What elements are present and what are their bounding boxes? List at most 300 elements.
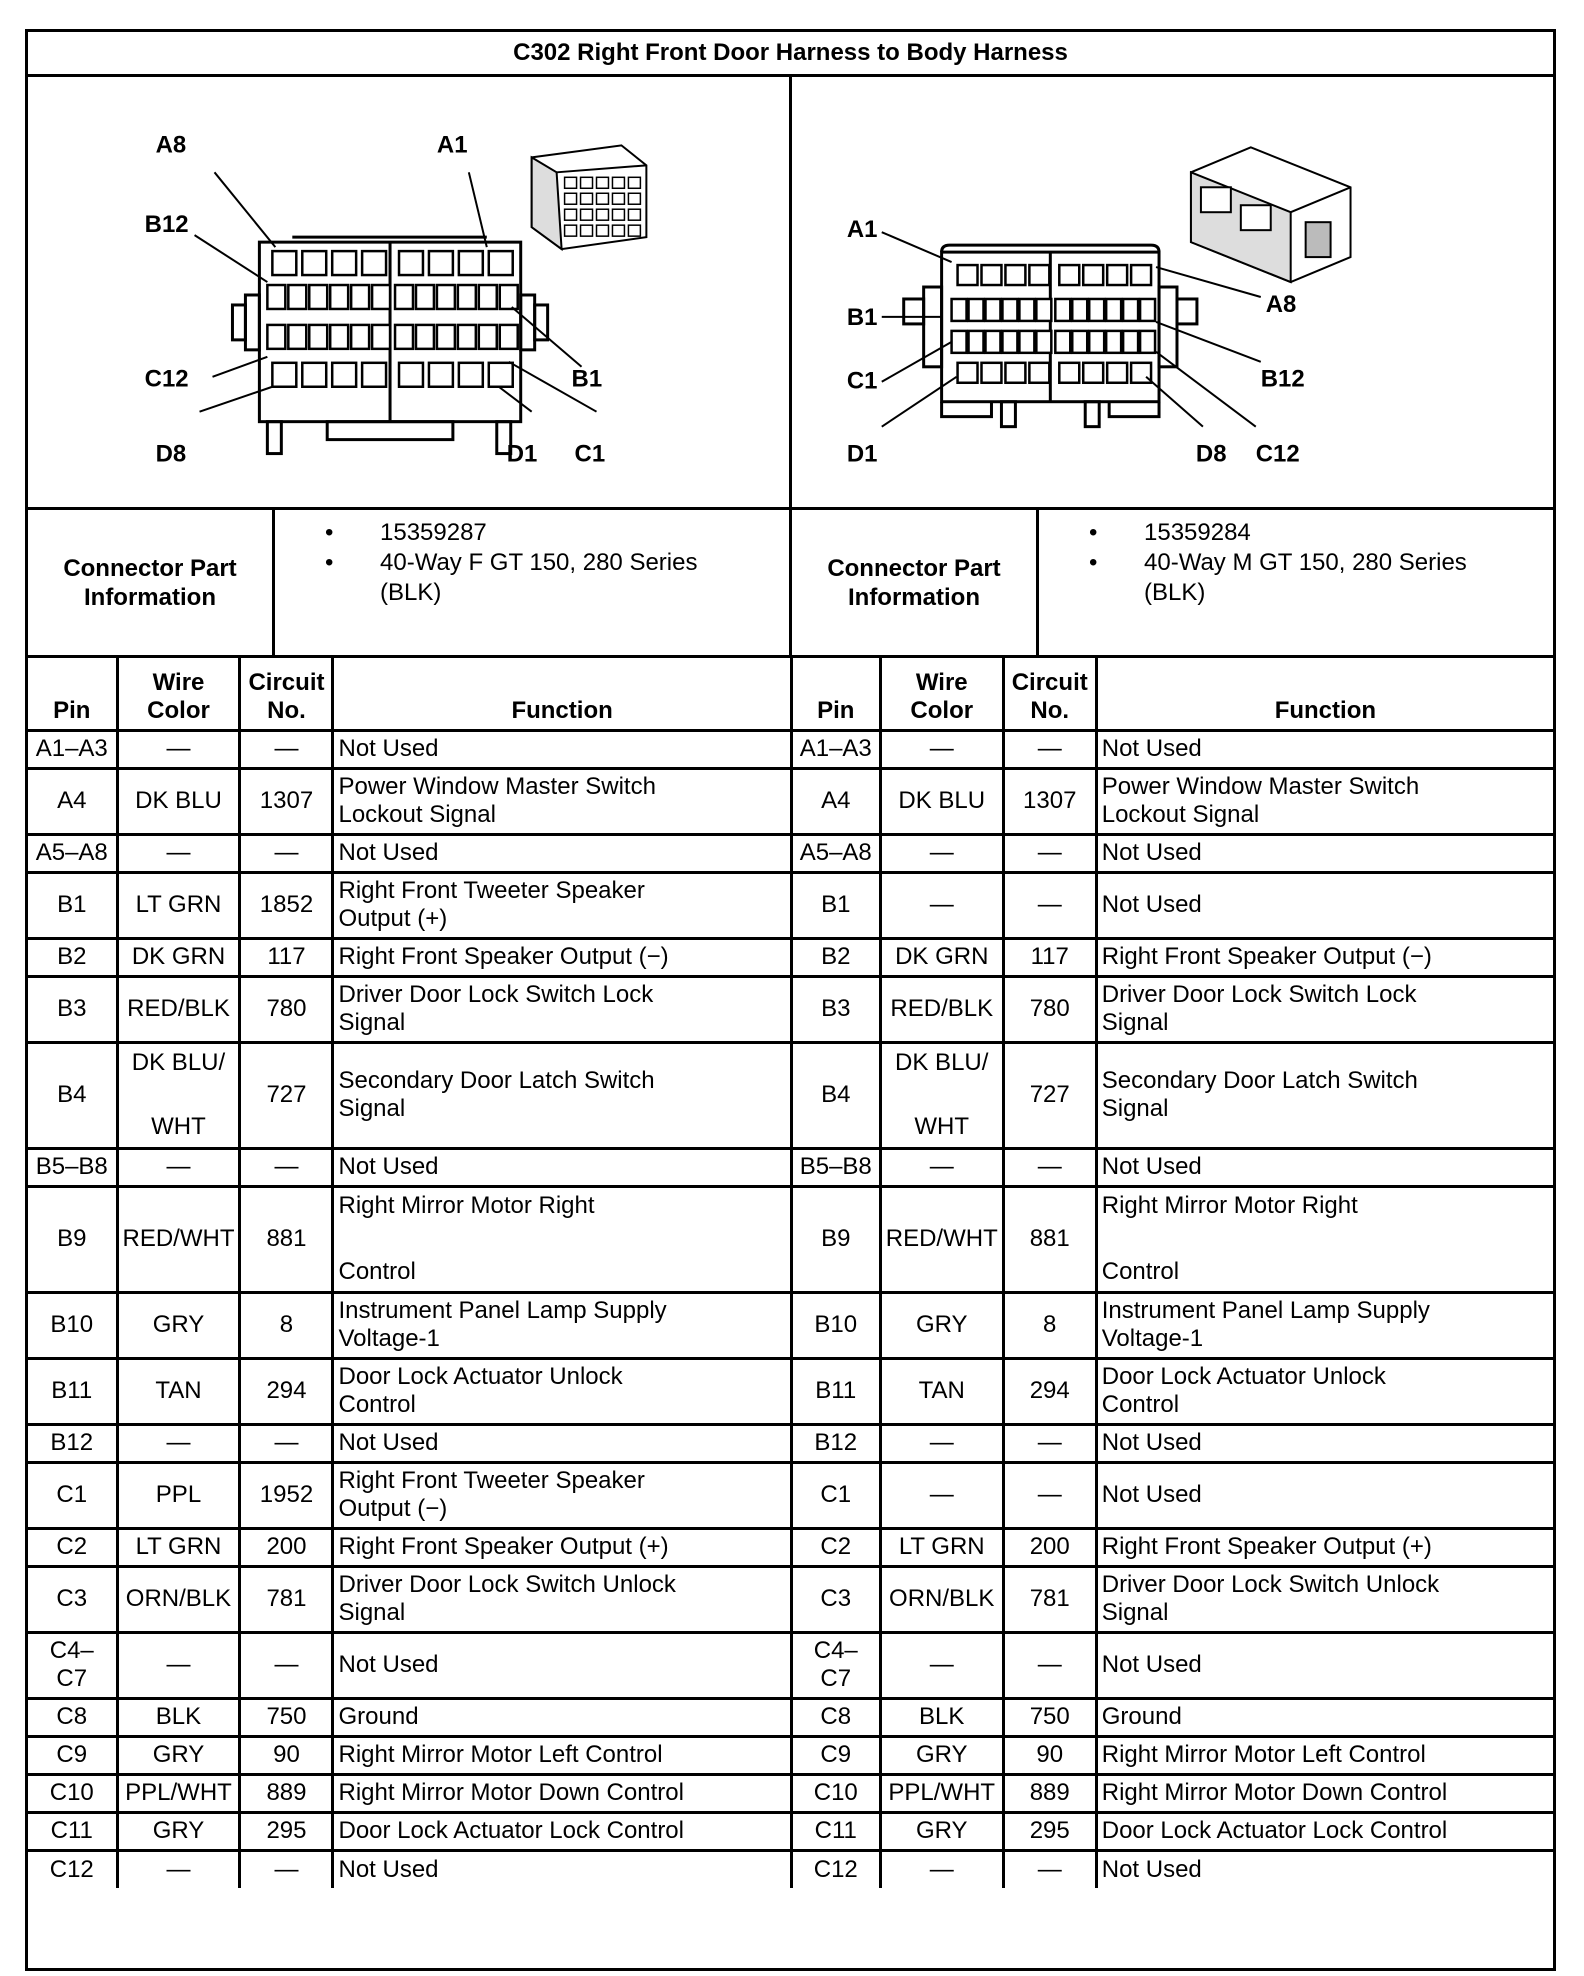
sketch-cavity [628,177,640,188]
wire-color-cell: — [880,834,1003,872]
pin-header: Pin [28,658,117,730]
pin-cell: A4 [28,768,117,834]
circuit-cell: 90 [240,1736,333,1774]
wire-color-cell: TAN [117,1358,240,1424]
label-d1: D1 [846,440,878,468]
cavity [458,285,476,309]
cavity [1083,265,1103,285]
cavity [1106,331,1121,353]
table-row [791,1186,1553,1292]
cavity [416,325,434,349]
function-cell: Not Used [333,1850,790,1888]
table-row [28,1148,790,1186]
cavity [372,285,390,309]
table-header [28,658,790,730]
sketch-cavity [612,225,624,236]
table-row [28,1774,790,1812]
part-info-list: • 15359284 • 40-Way M GT 150, 280 Series (BLK) [1089,519,1467,606]
circuit-cell: 881 [1003,1186,1096,1292]
label-c12: C12 [144,365,189,393]
page-title: C302 Right Front Door Harness to Body Harness [28,32,1553,77]
circuit-cell: 8 [240,1292,333,1358]
function-cell: Not Used [333,730,790,768]
cavity [288,325,306,349]
sketch-cavity [581,209,593,220]
pin-cell: B10 [28,1292,117,1358]
pin-cell: B9 [28,1186,117,1292]
function-cell: Secondary Door Latch Switch Signal [1096,1042,1553,1148]
cavity [330,285,348,309]
pin-cell: C11 [791,1812,880,1850]
circuit-cell: 1952 [240,1462,333,1528]
table-row [791,1698,1553,1736]
cavity [1089,331,1104,353]
cavity [1107,265,1127,285]
wire-color-cell: DK BLU/ WHT [880,1042,1003,1148]
label-d8: D8 [1195,440,1227,468]
cavity [982,265,1002,285]
cavity [1083,363,1103,383]
function-cell: Driver Door Lock Switch Lock Signal [333,976,790,1042]
function-cell: Secondary Door Latch Switch Signal [333,1042,790,1148]
wire-color-cell: RED/WHT [117,1186,240,1292]
connector-sheet [25,29,1556,1971]
wire-color-cell: ORN/BLK [880,1566,1003,1632]
function-cell: Door Lock Actuator Unlock Control [1096,1358,1553,1424]
wire-color-cell: PPL/WHT [880,1774,1003,1812]
cavity [952,331,967,353]
sketch-cavity [565,209,577,220]
circuit-cell: 117 [240,938,333,976]
cavity [437,325,455,349]
circuit-cell: — [240,834,333,872]
circuit-cell: 200 [1003,1528,1096,1566]
cavity [437,285,455,309]
function-header: Function [1096,658,1553,730]
sketch-cavity [628,225,640,236]
label-a1: A1 [436,131,468,159]
circuit-header: Circuit No. [1003,658,1096,730]
pin-cell: C9 [791,1736,880,1774]
function-cell: Instrument Panel Lamp Supply Voltage-1 [333,1292,790,1358]
wire-color-cell: BLK [880,1698,1003,1736]
table-row [28,1812,790,1850]
function-cell: Right Mirror Motor Left Control [333,1736,790,1774]
circuit-cell: 727 [1003,1042,1096,1148]
wire-color-cell: — [880,872,1003,938]
table-row [791,1850,1553,1888]
sketch-cavity [597,209,609,220]
table-row [28,1528,790,1566]
circuit-cell: 1307 [1003,768,1096,834]
function-cell: Door Lock Actuator Lock Control [333,1812,790,1850]
pin-cell: A1–A3 [28,730,117,768]
function-cell: Right Front Speaker Output (−) [333,938,790,976]
table-row [791,768,1553,834]
pin-cell: B2 [28,938,117,976]
function-cell: Power Window Master Switch Lockout Signal [1096,768,1553,834]
function-cell: Not Used [1096,872,1553,938]
cavity [272,363,296,387]
table-row [791,1148,1553,1186]
label-a8: A8 [1265,290,1297,318]
label-b1: B1 [571,365,603,393]
female-connector-sketch [532,145,647,249]
cavity [288,285,306,309]
part-number: 15359287 [380,519,487,546]
circuit-header: Circuit No. [240,658,333,730]
circuit-cell: 727 [240,1042,333,1148]
table-row [791,1358,1553,1424]
wire-color-cell: — [117,834,240,872]
sketch-cavity [612,209,624,220]
function-cell: Right Front Speaker Output (+) [1096,1528,1553,1566]
wire-color-cell: — [117,1424,240,1462]
pin-cell: B3 [791,976,880,1042]
function-cell: Right Front Speaker Output (−) [1096,938,1553,976]
wire-color-cell: GRY [880,1292,1003,1358]
cavity [302,363,326,387]
circuit-cell: 781 [240,1566,333,1632]
circuit-cell: 117 [1003,938,1096,976]
pin-cell: B4 [791,1042,880,1148]
cavity [500,285,518,309]
pin-cell: A5–A8 [791,834,880,872]
wire-color-cell: GRY [880,1736,1003,1774]
function-cell: Power Window Master Switch Lockout Signal [333,768,790,834]
wire-color-cell: DK BLU [117,768,240,834]
cavity [351,285,369,309]
function-cell: Not Used [1096,1462,1553,1528]
part-info-label: Connector Part Information [792,510,1039,655]
circuit-cell: — [240,1424,333,1462]
table-row [28,1292,790,1358]
circuit-cell: — [1003,1148,1096,1186]
cavity [332,251,356,275]
cavity [351,325,369,349]
wire-color-cell: — [117,1850,240,1888]
table-row [28,730,790,768]
pin-cell: B5–B8 [28,1148,117,1186]
circuit-cell: — [1003,1850,1096,1888]
function-cell: Right Mirror Motor Down Control [333,1774,790,1812]
cavity [1059,265,1079,285]
function-cell: Not Used [1096,1632,1553,1698]
cavity [395,285,413,309]
sketch-cavity [628,193,640,204]
function-cell: Ground [333,1698,790,1736]
pin-cell: C10 [28,1774,117,1812]
table-row [28,872,790,938]
table-row [791,1774,1553,1812]
function-cell: Instrument Panel Lamp Supply Voltage-1 [1096,1292,1553,1358]
cavity [416,285,434,309]
wire-color-cell: — [880,1850,1003,1888]
circuit-cell: 8 [1003,1292,1096,1358]
cavity [330,325,348,349]
pin-cell: B12 [791,1424,880,1462]
cavity [1036,299,1051,321]
function-cell: Right Front Tweeter Speaker Output (−) [333,1462,790,1528]
pin-cell: B4 [28,1042,117,1148]
wire-color-cell: — [117,1148,240,1186]
female-part-info [28,510,789,655]
pin-cell: C12 [28,1850,117,1888]
circuit-cell: 780 [1003,976,1096,1042]
cavity [267,325,285,349]
cavity [395,325,413,349]
pin-cell: C1 [28,1462,117,1528]
table-row [791,1812,1553,1850]
pin-cell: C1 [791,1462,880,1528]
cavity [362,363,386,387]
circuit-cell: 889 [1003,1774,1096,1812]
pin-cell: C11 [28,1812,117,1850]
pin-cell: B1 [28,872,117,938]
wire-color-cell: PPL [117,1462,240,1528]
cavity [1072,331,1087,353]
label-d1: D1 [506,440,538,468]
cavity [399,251,423,275]
circuit-cell: — [1003,834,1096,872]
wire-color-cell: LT GRN [117,1528,240,1566]
function-cell: Not Used [1096,1850,1553,1888]
label-c1: C1 [846,367,878,395]
label-b12: B12 [144,211,189,239]
function-cell: Not Used [333,834,790,872]
function-cell: Right Front Speaker Output (+) [333,1528,790,1566]
table-row [28,1736,790,1774]
table-row [28,1462,790,1528]
cavity [429,251,453,275]
table-row [791,938,1553,976]
wire-color-cell: BLK [117,1698,240,1736]
function-cell: Not Used [1096,1148,1553,1186]
sketch-cavity [565,225,577,236]
table-row [28,1850,790,1888]
wire-color-cell: — [880,1148,1003,1186]
male-connector-diagram [789,77,1553,507]
circuit-cell: — [1003,872,1096,938]
table-row [791,834,1553,872]
cavity [1140,331,1155,353]
cavity [1089,299,1104,321]
label-d8: D8 [155,440,187,468]
sketch-cavity [581,193,593,204]
circuit-cell: 294 [240,1358,333,1424]
cavity [1005,363,1025,383]
function-cell: Not Used [1096,1424,1553,1462]
table-row [791,1736,1553,1774]
wire-color-cell: GRY [117,1812,240,1850]
circuit-cell: 1307 [240,768,333,834]
female-pinout-table [28,658,790,1888]
cavity [1072,299,1087,321]
circuit-cell: 750 [1003,1698,1096,1736]
function-cell: Right Front Tweeter Speaker Output (+) [333,872,790,938]
cavity [309,325,327,349]
sketch-cavity [565,177,577,188]
table-row [791,1424,1553,1462]
table-row [791,1632,1553,1698]
wire-color-cell: DK GRN [880,938,1003,976]
cavity [489,251,513,275]
pin-cell: B1 [791,872,880,938]
pin-cell: C3 [28,1566,117,1632]
wire-color-cell: — [880,1424,1003,1462]
function-cell: Driver Door Lock Switch Unlock Signal [1096,1566,1553,1632]
cavity [1140,299,1155,321]
circuit-cell: 90 [1003,1736,1096,1774]
wire-color-cell: DK BLU/ WHT [117,1042,240,1148]
circuit-cell: 781 [1003,1566,1096,1632]
wire-color-cell: RED/BLK [117,976,240,1042]
female-connector-diagram [28,77,789,507]
circuit-cell: — [240,730,333,768]
male-connector-drawing [792,77,1553,507]
circuit-cell: 889 [240,1774,333,1812]
cavity [1123,331,1138,353]
cavity [1107,363,1127,383]
function-cell: Not Used [1096,730,1553,768]
function-cell: Right Mirror Motor Left Control [1096,1736,1553,1774]
cavity [1002,299,1017,321]
cavity [500,325,518,349]
circuit-cell: — [240,1148,333,1186]
function-cell: Right Mirror Motor Down Control [1096,1774,1553,1812]
function-cell: Right Mirror Motor Right Control [1096,1186,1553,1292]
pin-header: Pin [791,658,880,730]
cavity [272,251,296,275]
cavity [985,331,1000,353]
label-b12: B12 [1260,365,1305,393]
function-cell: Door Lock Actuator Lock Control [1096,1812,1553,1850]
table-row [791,1292,1553,1358]
cavity [1055,299,1070,321]
sketch-cavity [597,225,609,236]
table-row [28,834,790,872]
wire-color-cell: PPL/WHT [117,1774,240,1812]
pin-cell: B5–B8 [791,1148,880,1186]
cavity [982,363,1002,383]
circuit-cell: — [1003,1462,1096,1528]
wire-color-cell: GRY [117,1292,240,1358]
sketch-cavity [628,209,640,220]
part-info-list: • 15359287 • 40-Way F GT 150, 280 Series (BLK) [325,519,698,606]
cavity [1005,265,1025,285]
table-row [791,730,1553,768]
circuit-cell: 294 [1003,1358,1096,1424]
circuit-cell: — [1003,1632,1096,1698]
pin-cell: B11 [791,1358,880,1424]
function-cell: Door Lock Actuator Unlock Control [333,1358,790,1424]
cavity [267,285,285,309]
table-row [791,1566,1553,1632]
sketch-cavity [581,225,593,236]
label-c12: C12 [1255,440,1300,468]
connector-part-info [28,510,1553,658]
sketch-cavity [612,193,624,204]
table-header [791,658,1553,730]
male-connector-sketch [1191,147,1351,282]
table-row [28,768,790,834]
pin-cell: B11 [28,1358,117,1424]
label-c1: C1 [574,440,606,468]
table-row [791,1528,1553,1566]
cavity [479,325,497,349]
wire-color-cell: LT GRN [880,1528,1003,1566]
pin-cell: C3 [791,1566,880,1632]
pin-cell: A1–A3 [791,730,880,768]
pin-cell: B10 [791,1292,880,1358]
cavity [1019,331,1034,353]
table-row [791,1462,1553,1528]
wire-color-cell: LT GRN [117,872,240,938]
function-cell: Not Used [333,1424,790,1462]
cavity [1019,299,1034,321]
pin-cell: C4– C7 [28,1632,117,1698]
pin-cell: C8 [28,1698,117,1736]
pin-cell: C10 [791,1774,880,1812]
table-row [28,1042,790,1148]
male-part-info [789,510,1553,655]
cavity [372,325,390,349]
wire-color-cell: — [117,730,240,768]
function-cell: Right Mirror Motor Right Control [333,1186,790,1292]
pin-cell: C2 [28,1528,117,1566]
circuit-cell: — [1003,730,1096,768]
circuit-cell: 200 [240,1528,333,1566]
cavity [1059,363,1079,383]
function-cell: Driver Door Lock Switch Lock Signal [1096,976,1553,1042]
pin-cell: B9 [791,1186,880,1292]
table-row [28,1698,790,1736]
wire-color-cell: GRY [880,1812,1003,1850]
function-cell: Not Used [1096,834,1553,872]
function-cell: Not Used [333,1632,790,1698]
table-row [28,976,790,1042]
cavity [1002,331,1017,353]
function-header: Function [333,658,790,730]
cavity [459,251,483,275]
table-row [28,1632,790,1698]
wire-color-cell: — [117,1632,240,1698]
function-cell: Ground [1096,1698,1553,1736]
cavity [332,363,356,387]
circuit-cell: 295 [1003,1812,1096,1850]
cavity [309,285,327,309]
circuit-cell: 750 [240,1698,333,1736]
label-b1: B1 [846,303,878,331]
wire-color-cell: GRY [117,1736,240,1774]
cavity [1123,299,1138,321]
part-info-label: Connector Part Information [28,510,275,655]
pin-cell: C9 [28,1736,117,1774]
cavity [1106,299,1121,321]
table-row [791,1042,1553,1148]
sketch-cavity [581,177,593,188]
pin-cell: B12 [28,1424,117,1462]
sketch-cavity [597,193,609,204]
pin-cell: A5–A8 [28,834,117,872]
cavity [489,363,513,387]
table-row [28,938,790,976]
cavity [952,299,967,321]
cavity [1131,265,1151,285]
part-description: 40-Way M GT 150, 280 Series (BLK) [1144,549,1467,606]
cavity [302,251,326,275]
part-number: 15359284 [1144,519,1251,546]
